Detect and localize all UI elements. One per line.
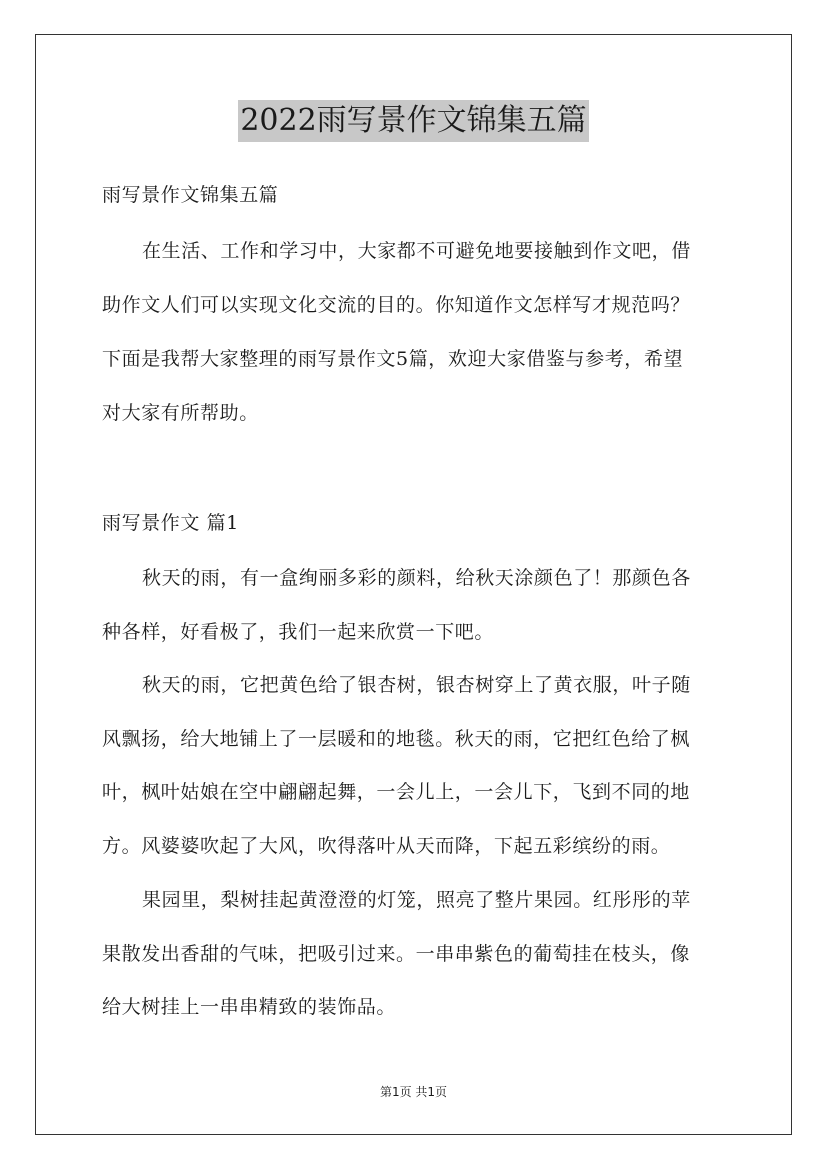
paragraph-line: 风飘扬，给大地铺上了一层暖和的地毯。秋天的雨，它把红色给了枫 bbox=[102, 728, 691, 750]
document-subtitle: 雨写景作文锦集五篇 bbox=[102, 184, 279, 206]
paragraph-line: 叶，枫叶姑娘在空中翩翩起舞，一会儿上，一会儿下，飞到不同的地 bbox=[102, 781, 691, 803]
intro-line: 下面是我帮大家整理的雨写景作文5篇，欢迎大家借鉴与参考，希望 bbox=[102, 348, 684, 370]
section-heading: 雨写景作文 篇1 bbox=[102, 512, 239, 534]
paragraph-line: 秋天的雨，它把黄色给了银杏树，银杏树穿上了黄衣服，叶子随 bbox=[142, 674, 691, 696]
paragraph-line: 果散发出香甜的气味，把吸引过来。一串串紫色的葡萄挂在枝头，像 bbox=[102, 943, 691, 965]
document-title: 2022雨写景作文锦集五篇 bbox=[238, 100, 588, 142]
paragraph-line: 秋天的雨，有一盒绚丽多彩的颜料，给秋天涂颜色了！那颜色各 bbox=[142, 567, 691, 589]
paragraph-line: 方。风婆婆吹起了大风，吹得落叶从天而降，下起五彩缤纷的雨。 bbox=[102, 835, 671, 857]
intro-line: 在生活、工作和学习中，大家都不可避免地要接触到作文吧，借 bbox=[142, 240, 691, 262]
paragraph-line: 给大树挂上一串串精致的装饰品。 bbox=[102, 996, 397, 1018]
intro-line: 对大家有所帮助。 bbox=[102, 402, 259, 424]
paragraph-line: 种各样，好看极了，我们一起来欣赏一下吧。 bbox=[102, 621, 495, 643]
intro-line: 助作文人们可以实现文化交流的目的。你知道作文怎样写才规范吗？ bbox=[102, 294, 691, 316]
paragraph-line: 果园里，梨树挂起黄澄澄的灯笼，照亮了整片果园。红彤彤的苹 bbox=[142, 889, 691, 911]
page-footer: 第1页 共1页 bbox=[379, 1085, 448, 1099]
title-container bbox=[0, 100, 827, 142]
